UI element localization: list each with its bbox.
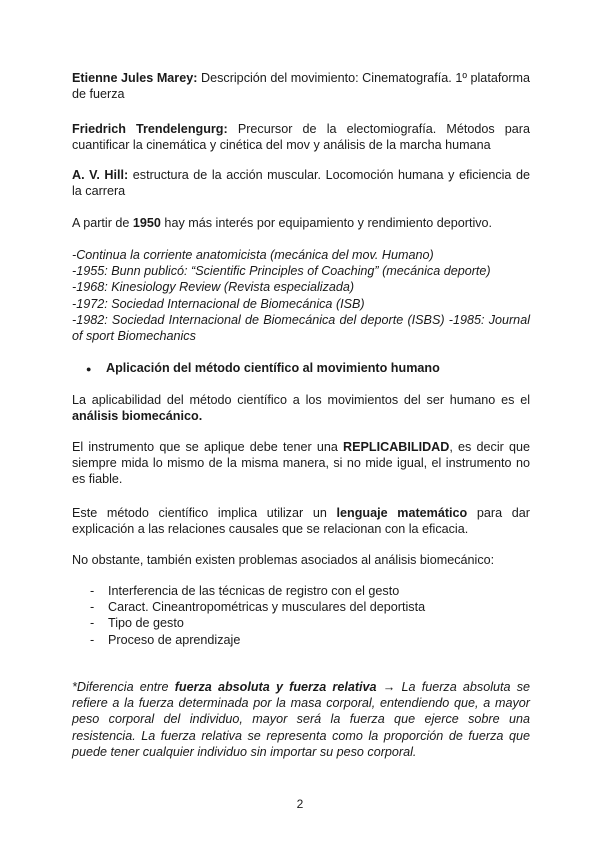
- author-name: A. V. Hill:: [72, 168, 129, 182]
- problems-list: [72, 583, 530, 648]
- list-item: - Tipo de gesto: [72, 615, 530, 631]
- paragraph-lenguaje: Este método científico implica utilizar un lenguaje matemático para dar explicación a las relaciones causales que se relacionan con la eficacia.: [72, 506, 530, 537]
- bullet-dot-icon: ●: [86, 364, 92, 374]
- timeline-item: -1955: Bunn publicó: “Scientific Principles of Coaching” (mecánica deporte): [72, 264, 491, 279]
- section-heading: [86, 360, 530, 377]
- author-marey: [72, 70, 530, 102]
- note-fuerza: *Diferencia entre fuerza absoluta y fuerza relativa → La fuerza absoluta se refiere a la fuerza determinada por la masa corporal, entendiendo que, a mayor peso corporal del individuo, mayor será la fuerza que ejerce sobre una resistencia. La fuerza relativa se representa como la proporción de fuerza que puede tener cualquier individuo sin importar su peso corporal.: [72, 680, 531, 759]
- dash-icon: -: [90, 616, 95, 631]
- year-1950: 1950: [132, 216, 161, 230]
- dash-icon: -: [90, 600, 95, 615]
- author-text: Descripción del movimiento: Cinematografía. 1º plataforma de fuerza: [72, 71, 531, 102]
- timeline-item: -1982: Sociedad Internacional de Biomecánica del deporte (ISBS) -1985: Journal of sport Biomechanics: [72, 312, 530, 344]
- paragraph-problemas: No obstante, también existen problemas asociados al análisis biomecánico:: [72, 553, 495, 567]
- author-hill: [72, 167, 530, 199]
- timeline-item: -1972: Sociedad Internacional de Biomecánica (ISB): [72, 296, 365, 311]
- timeline-item: -Continua la corriente anatomicista (mecánica del mov. Humano): [72, 248, 434, 262]
- year-line: A partir de 1950 hay más interés por equipamiento y rendimiento deportivo.: [72, 216, 493, 230]
- paragraph-replicabilidad: El instrumento que se aplique debe tener una REPLICABILIDAD, es decir que siempre mida lo mismo de la misma manera, si no mide igual, el instrumento no es fiable.: [72, 440, 530, 487]
- list-item: - Interferencia de las técnicas de registro con el gesto: [72, 583, 530, 599]
- author-text: Precursor de la electomiografía. Métodos para cuantificar la cinemática y cinética del mov y análisis de la marcha humana: [72, 122, 530, 153]
- paragraph-aplicabilidad: La aplicabilidad del método científico a los movimientos del ser humano es el análisis biomecánico.: [72, 393, 530, 424]
- dash-icon: -: [90, 584, 95, 598]
- timeline: [72, 247, 530, 344]
- arrow-right-icon: →: [376, 680, 402, 694]
- author-name: Etienne Jules Marey:: [72, 71, 198, 85]
- dash-icon: -: [90, 632, 95, 647]
- author-name: Friedrich Trendelengurg:: [72, 122, 228, 136]
- author-trendelenburg: [72, 121, 530, 153]
- list-item: - Proceso de aprendizaje: [72, 632, 530, 648]
- author-text: estructura de la acción muscular. Locomoción humana y eficiencia de la carrera: [72, 168, 530, 199]
- section-heading-text: Aplicación del método científico al movimiento humano: [106, 361, 440, 375]
- list-item: - Caract. Cineantropométricas y musculares del deportista: [72, 599, 530, 615]
- timeline-item: -1968: Kinesiology Review (Revista especializada): [72, 280, 355, 295]
- page-number: 2: [296, 797, 304, 811]
